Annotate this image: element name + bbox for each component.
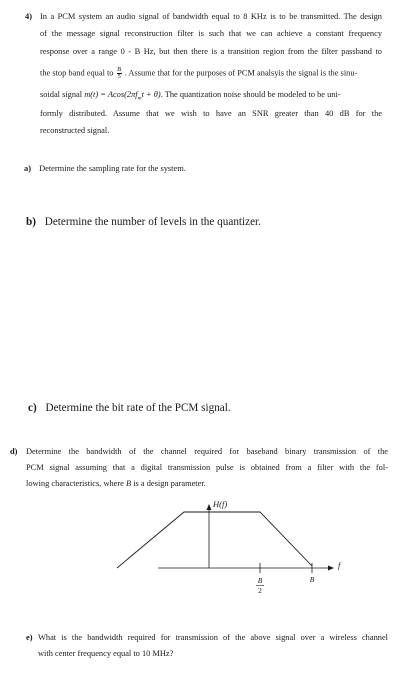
x-axis-arrow — [328, 566, 334, 571]
part-d-line3-post: is a design parameter. — [133, 479, 206, 488]
part-e-line-2: with center frequency equal to 10 MHz? — [38, 649, 174, 658]
part-e-label: e) — [26, 633, 33, 642]
part-d-label: d) — [10, 447, 18, 456]
part-e-line-1: What is the bandwidth required for transmission of the above signal over a wireless channel — [38, 633, 388, 642]
signal-expression: m(t) = Acos(2πf — [84, 90, 138, 99]
tick-label-b-half-den: 2 — [258, 586, 262, 595]
tick-label-b: B — [309, 575, 315, 584]
line5-post: . The quantization noise should be modeled to be uni- — [160, 90, 341, 99]
filter-response-curve — [117, 512, 312, 568]
part-b — [26, 216, 261, 228]
problem-line-5 — [40, 89, 341, 105]
problem-line-2: of the message signal reconstruction filter is such that we can achieve a constant frequency — [40, 29, 382, 38]
part-b-text: Determine the number of levels in the quantizer. — [44, 216, 261, 228]
problem-line-7: reconstructed signal. — [40, 126, 110, 135]
tick-label-b-half-num: B — [257, 576, 263, 585]
part-d-line-3 — [26, 478, 206, 489]
y-axis-arrow — [207, 504, 212, 510]
signal-expression-end: t + θ) — [141, 90, 161, 99]
problem-line-4 — [40, 67, 357, 80]
part-d-line-1: Determine the bandwidth of the channel required for baseband binary transmission of the — [26, 447, 388, 456]
part-c-text: Determine the bit rate of the PCM signal. — [45, 402, 231, 414]
problem-line-1: In a PCM system an audio signal of bandwidth equal to 8 KHz is to be transmitted. The design — [40, 12, 382, 21]
part-a — [24, 163, 186, 174]
part-a-label: a) — [24, 164, 31, 173]
fraction-numerator: B — [117, 66, 122, 73]
signal-subscript: m — [137, 95, 142, 102]
problem-line-6: formly distributed. Assume that we wish to have an SNR greater than 40 dB for the — [40, 109, 382, 118]
y-axis-label: H(f) — [213, 499, 228, 509]
part-d-line3-pre: lowing characteristics, where — [26, 479, 124, 488]
part-c — [28, 402, 231, 414]
problem-line-3: response over a range 0 - B Hz, but then there is a transition region from the filter passband to — [40, 47, 382, 56]
filter-response-figure — [0, 490, 413, 610]
x-axis-label: f — [338, 560, 341, 570]
part-b-label: b) — [26, 216, 36, 228]
design-parameter-var: B — [126, 479, 132, 488]
line5-pre: soidal signal — [40, 90, 83, 99]
fraction-denominator: 5 — [117, 73, 121, 80]
line4-pre: the stop band equal to — [40, 68, 114, 78]
part-a-text: Determine the sampling rate for the system. — [39, 164, 186, 173]
problem-number: 4) — [25, 12, 32, 21]
b-over-5-fraction — [117, 67, 122, 80]
part-d-line-2: PCM signal assuming that a digital transmission pulse is obtained from a filter with the fol- — [26, 463, 388, 472]
line4-post: . Assume that for the purposes of PCM analsyis the signal is the sinu- — [124, 68, 358, 78]
part-c-label: c) — [28, 402, 37, 414]
